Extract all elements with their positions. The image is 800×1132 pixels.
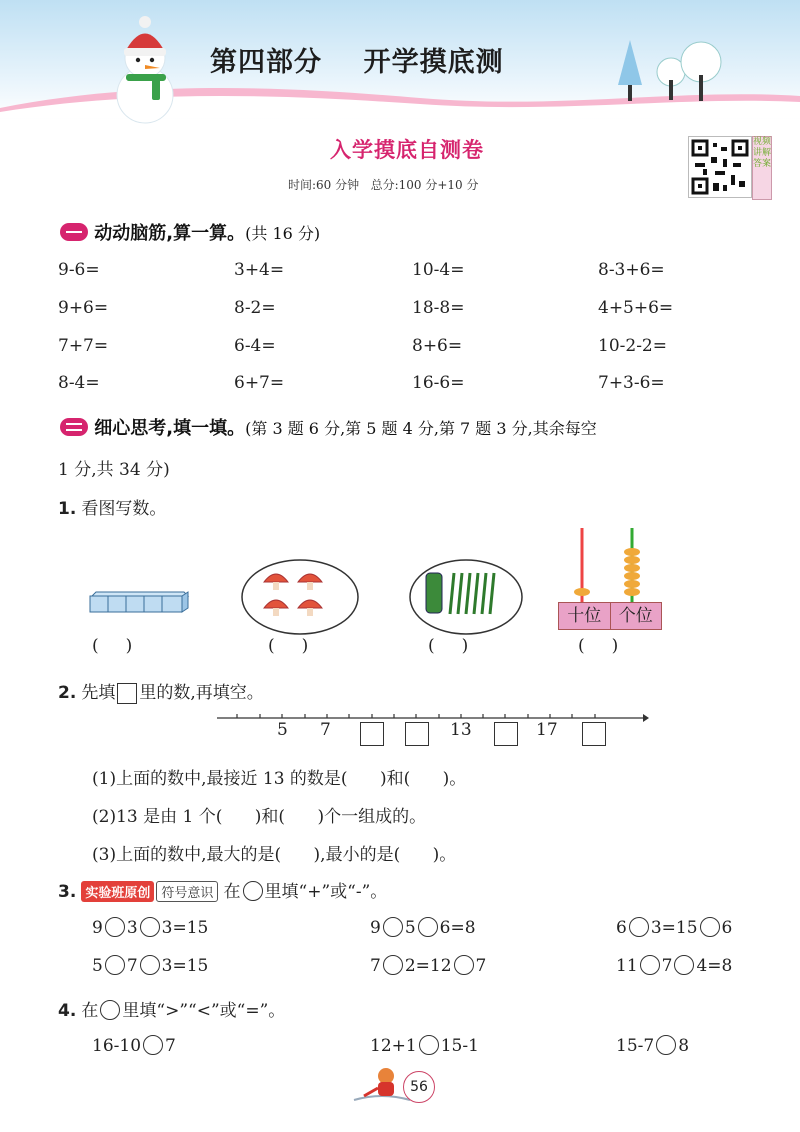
numberline-label: 5 <box>277 720 288 740</box>
numberline-label: 13 <box>450 720 472 740</box>
calc-item: 8+6= <box>412 336 463 356</box>
calc-item: 6+7= <box>234 373 285 393</box>
compare-item: 16-10 7 <box>92 1036 176 1056</box>
numberline-box[interactable] <box>582 722 606 746</box>
mushrooms-picture <box>240 558 360 636</box>
question-text: 在 <box>81 1001 99 1021</box>
circle-blank[interactable] <box>105 917 125 937</box>
circle-blank[interactable] <box>418 917 438 937</box>
calc-item: 10-2-2= <box>598 336 667 356</box>
answer-blank[interactable]: ( ) <box>578 636 619 656</box>
numberline-label: 17 <box>536 720 558 740</box>
calc-item: 3+4= <box>234 260 285 280</box>
numberline-box[interactable] <box>494 722 518 746</box>
calc-item: 6-4= <box>234 336 276 356</box>
question-4 <box>58 996 285 1022</box>
trees-decoration <box>616 30 726 105</box>
calc-item: 7+3-6= <box>598 373 665 393</box>
original-tag: 实验班原创 <box>81 881 154 902</box>
operator-equation: 7 2=12 7 <box>370 956 487 976</box>
section2-points: (第 3 题 6 分,第 5 题 4 分,第 7 题 3 分,其余每空 <box>245 419 597 438</box>
snowman-icon <box>100 10 190 125</box>
operator-equation: 5 7 3=15 <box>92 956 209 976</box>
question-text: 在 <box>223 882 241 902</box>
section2-points-cont: 1 分,共 34 分) <box>58 460 170 480</box>
calc-item: 9-6= <box>58 260 100 280</box>
circle-blank[interactable] <box>383 917 403 937</box>
symbol-sense-tag: 符号意识 <box>156 881 218 902</box>
answer-blank[interactable]: ( ) <box>428 636 469 656</box>
calc-item: 8-4= <box>58 373 100 393</box>
square-box-icon <box>117 683 137 704</box>
question-number: 2. <box>58 683 77 703</box>
operator-equation: 9 5 6=8 <box>370 918 476 938</box>
subquestion-3: (3)上面的数中,最大的是( ),最小的是( )。 <box>92 845 457 865</box>
tens-label: 十位 <box>559 603 611 629</box>
section1-title: 动动脑筋,算一算。 <box>94 223 246 244</box>
calc-item: 9+6= <box>58 298 109 318</box>
section2-heading <box>60 414 597 440</box>
section1-points: (共 16 分) <box>245 224 321 243</box>
circle-blank-icon <box>243 881 263 901</box>
question-number: 3. <box>58 882 77 902</box>
exam-meta: 时间:60 分钟 总分:100 分+10 分 <box>288 178 479 192</box>
numberline-box[interactable] <box>405 722 429 746</box>
qr-tag: 视频讲解答案 <box>752 136 772 200</box>
calc-item: 7+7= <box>58 336 109 356</box>
ones-label: 个位 <box>618 606 653 626</box>
compare-item: 15-7 8 <box>616 1036 690 1056</box>
question-text: 里填“+”或“-”。 <box>264 882 388 902</box>
circle-blank[interactable] <box>656 1035 676 1055</box>
circle-blank[interactable] <box>640 955 660 975</box>
qr-code-icon[interactable] <box>688 136 752 198</box>
numberline-label: 7 <box>320 720 331 740</box>
circle-blank[interactable] <box>140 955 160 975</box>
circle-blank[interactable] <box>143 1035 163 1055</box>
operator-equation: 11 7 4=8 <box>616 956 733 976</box>
answer-blank[interactable]: ( ) <box>268 636 309 656</box>
calc-item: 16-6= <box>412 373 465 393</box>
question-number: 1. <box>58 499 77 519</box>
calc-item: 18-8= <box>412 298 465 318</box>
section2-title: 细心思考,填一填。 <box>94 418 246 439</box>
page-number: 56 <box>403 1071 435 1103</box>
operator-equation: 6 3=15 6 <box>616 918 733 938</box>
circle-blank[interactable] <box>629 917 649 937</box>
ten-cubes-picture <box>88 590 190 616</box>
circle-blank[interactable] <box>454 955 474 975</box>
circle-blank-icon <box>100 1000 120 1020</box>
calc-item: 8-2= <box>234 298 276 318</box>
answer-blank[interactable]: ( ) <box>92 636 133 656</box>
circle-blank[interactable] <box>140 917 160 937</box>
question-text: 先填 <box>81 683 116 703</box>
circle-blank[interactable] <box>419 1035 439 1055</box>
question-number: 4. <box>58 1001 77 1021</box>
calc-item: 8-3+6= <box>598 260 665 280</box>
numberline-box[interactable] <box>360 722 384 746</box>
circle-blank[interactable] <box>674 955 694 975</box>
question-2 <box>58 678 264 704</box>
question-text: 里填“>”“<”或“=”。 <box>122 1001 286 1021</box>
section1-heading <box>60 219 320 245</box>
circle-blank[interactable] <box>383 955 403 975</box>
exam-subtitle: 入学摸底自测卷 <box>330 138 484 162</box>
page-title: 第四部分 开学摸底测 <box>210 47 504 78</box>
question-1 <box>58 494 166 519</box>
section-two-badge-icon <box>60 418 88 436</box>
question-text: 看图写数。 <box>81 499 167 519</box>
circle-blank[interactable] <box>700 917 720 937</box>
subquestion-1: (1)上面的数中,最接近 13 的数是( )和( )。 <box>92 769 467 789</box>
question-text: 里的数,再填空。 <box>139 683 264 703</box>
compare-item: 12+1 15-1 <box>370 1036 479 1056</box>
question-3 <box>58 877 387 903</box>
section-one-badge-icon <box>60 223 88 241</box>
abacus-picture <box>558 524 660 604</box>
operator-equation: 9 3 3=15 <box>92 918 209 938</box>
calc-item: 4+5+6= <box>598 298 674 318</box>
circle-blank[interactable] <box>105 955 125 975</box>
calc-item: 10-4= <box>412 260 465 280</box>
subquestion-2: (2)13 是由 1 个( )和( )个一组成的。 <box>92 807 427 827</box>
abacus-base <box>558 602 662 630</box>
sticks-bundle-picture <box>406 558 526 636</box>
